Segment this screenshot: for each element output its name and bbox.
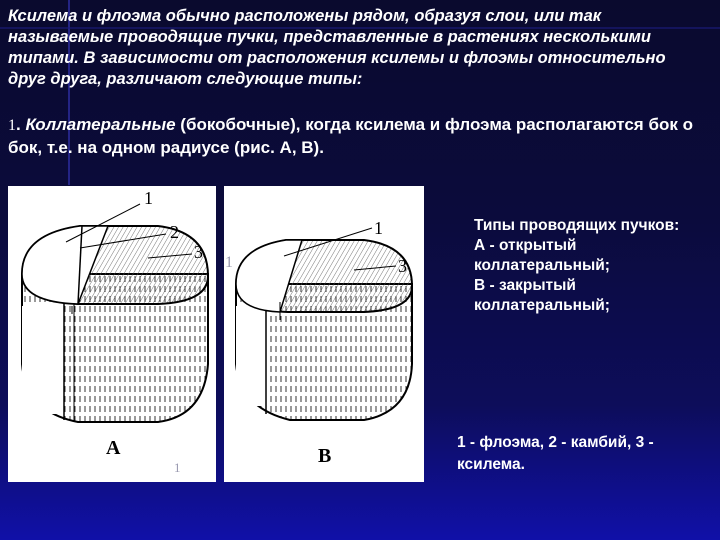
point-one — [8, 114, 708, 159]
point-term: Коллатеральные — [25, 115, 176, 134]
point-text: (бокобочные), когда ксилема и флоэма располагаются бок о бок, т.е. на одном радиусе (рис. А, В). — [8, 115, 693, 157]
figure-b-drawing — [224, 186, 424, 482]
type-a: А - открытый коллатеральный; — [474, 237, 610, 274]
figure-a — [8, 186, 216, 482]
figure-b — [224, 186, 424, 482]
stray-mark: 1 — [225, 254, 233, 271]
bundle-types-caption — [474, 216, 694, 316]
point-dot: . — [16, 115, 21, 134]
type-b: В - закрытый коллатеральный; — [474, 277, 610, 314]
figure-b-callout-3: 3 — [398, 256, 407, 276]
figure-a-callout-2: 2 — [170, 222, 179, 242]
figure-legend: 1 - флоэма, 2 - камбий, 3 - ксилема. — [457, 434, 654, 473]
figure-a-label: А — [106, 437, 121, 459]
figure-a-callout-1: 1 — [144, 188, 153, 208]
figure-b-callout-1: 1 — [374, 218, 383, 238]
figure-a-callout-3: 3 — [194, 242, 203, 262]
intro-paragraph: Ксилема и флоэма обычно расположены рядом, образуя слои, или так называемые проводящие пучки, представленные в растениях несколькими типами. В зависимости от расположения ксилемы и флоэмы относительно друг друга, различают следующие типы: — [8, 7, 666, 88]
stray-mark: 1 — [174, 460, 181, 475]
point-number: 1 — [8, 117, 16, 134]
types-heading: Типы проводящих пучков: — [474, 217, 680, 234]
figure-a-drawing — [8, 186, 216, 482]
figure-b-label: В — [318, 445, 332, 467]
